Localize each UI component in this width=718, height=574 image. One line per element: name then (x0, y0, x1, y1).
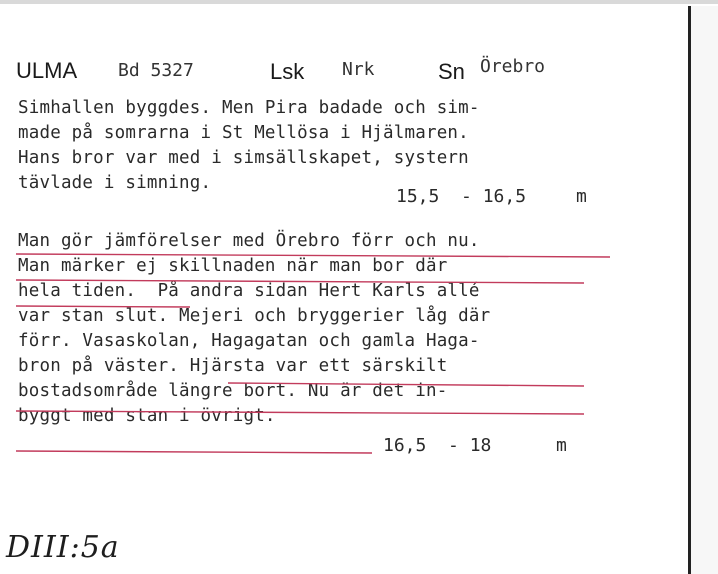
time-range-1: 15,5 - 16,5 (396, 186, 527, 207)
sn-label: Sn (438, 59, 465, 84)
text-line: tävlade i simning. (18, 173, 212, 193)
archive-code-handwritten: DIII:5a (6, 530, 120, 565)
time-range-2: 16,5 - 18 (383, 435, 492, 456)
text-line: bron på väster. Hjärsta var ett särskilt (18, 356, 448, 376)
paragraph-swimming (18, 96, 480, 196)
text-line: byggt med stan i övrigt. (18, 406, 276, 426)
text-line: hela tiden. På andra sidan Hert Karls allé (18, 281, 480, 301)
lsk-label: Lsk (270, 59, 305, 84)
text-line: bostadsområde längre bort. Nu är det in- (18, 381, 448, 401)
nrk-label: Nrk (342, 59, 375, 80)
text-line: Hans bror var med i simsällskapet, systern (18, 148, 469, 168)
time-unit-2: m (556, 435, 567, 456)
time-unit-1: m (576, 186, 587, 207)
text-line: förr. Vasaskolan, Hagagatan och gamla Haga- (18, 331, 480, 351)
card-margin-shade (691, 6, 718, 574)
text-line: Simhallen byggdes. Men Pira badade och sim- (18, 98, 480, 118)
text-line: Man gör jämförelser med Örebro förr och nu. (18, 231, 480, 251)
card-top-edge (0, 0, 718, 4)
paragraph-comparison (18, 229, 490, 429)
bd-number: Bd 5327 (118, 60, 194, 81)
text-line: made på somrarna i St Mellösa i Hjälmaren. (18, 123, 469, 143)
place-name: ULMA (16, 58, 78, 83)
parish-name: Örebro (480, 56, 546, 77)
text-line: var stan slut. Mejeri och bryggerier låg där (18, 306, 491, 326)
underline-mark (16, 451, 372, 453)
text-line: Man märker ej skillnaden när man bor där (18, 256, 448, 276)
card-header (0, 58, 680, 88)
